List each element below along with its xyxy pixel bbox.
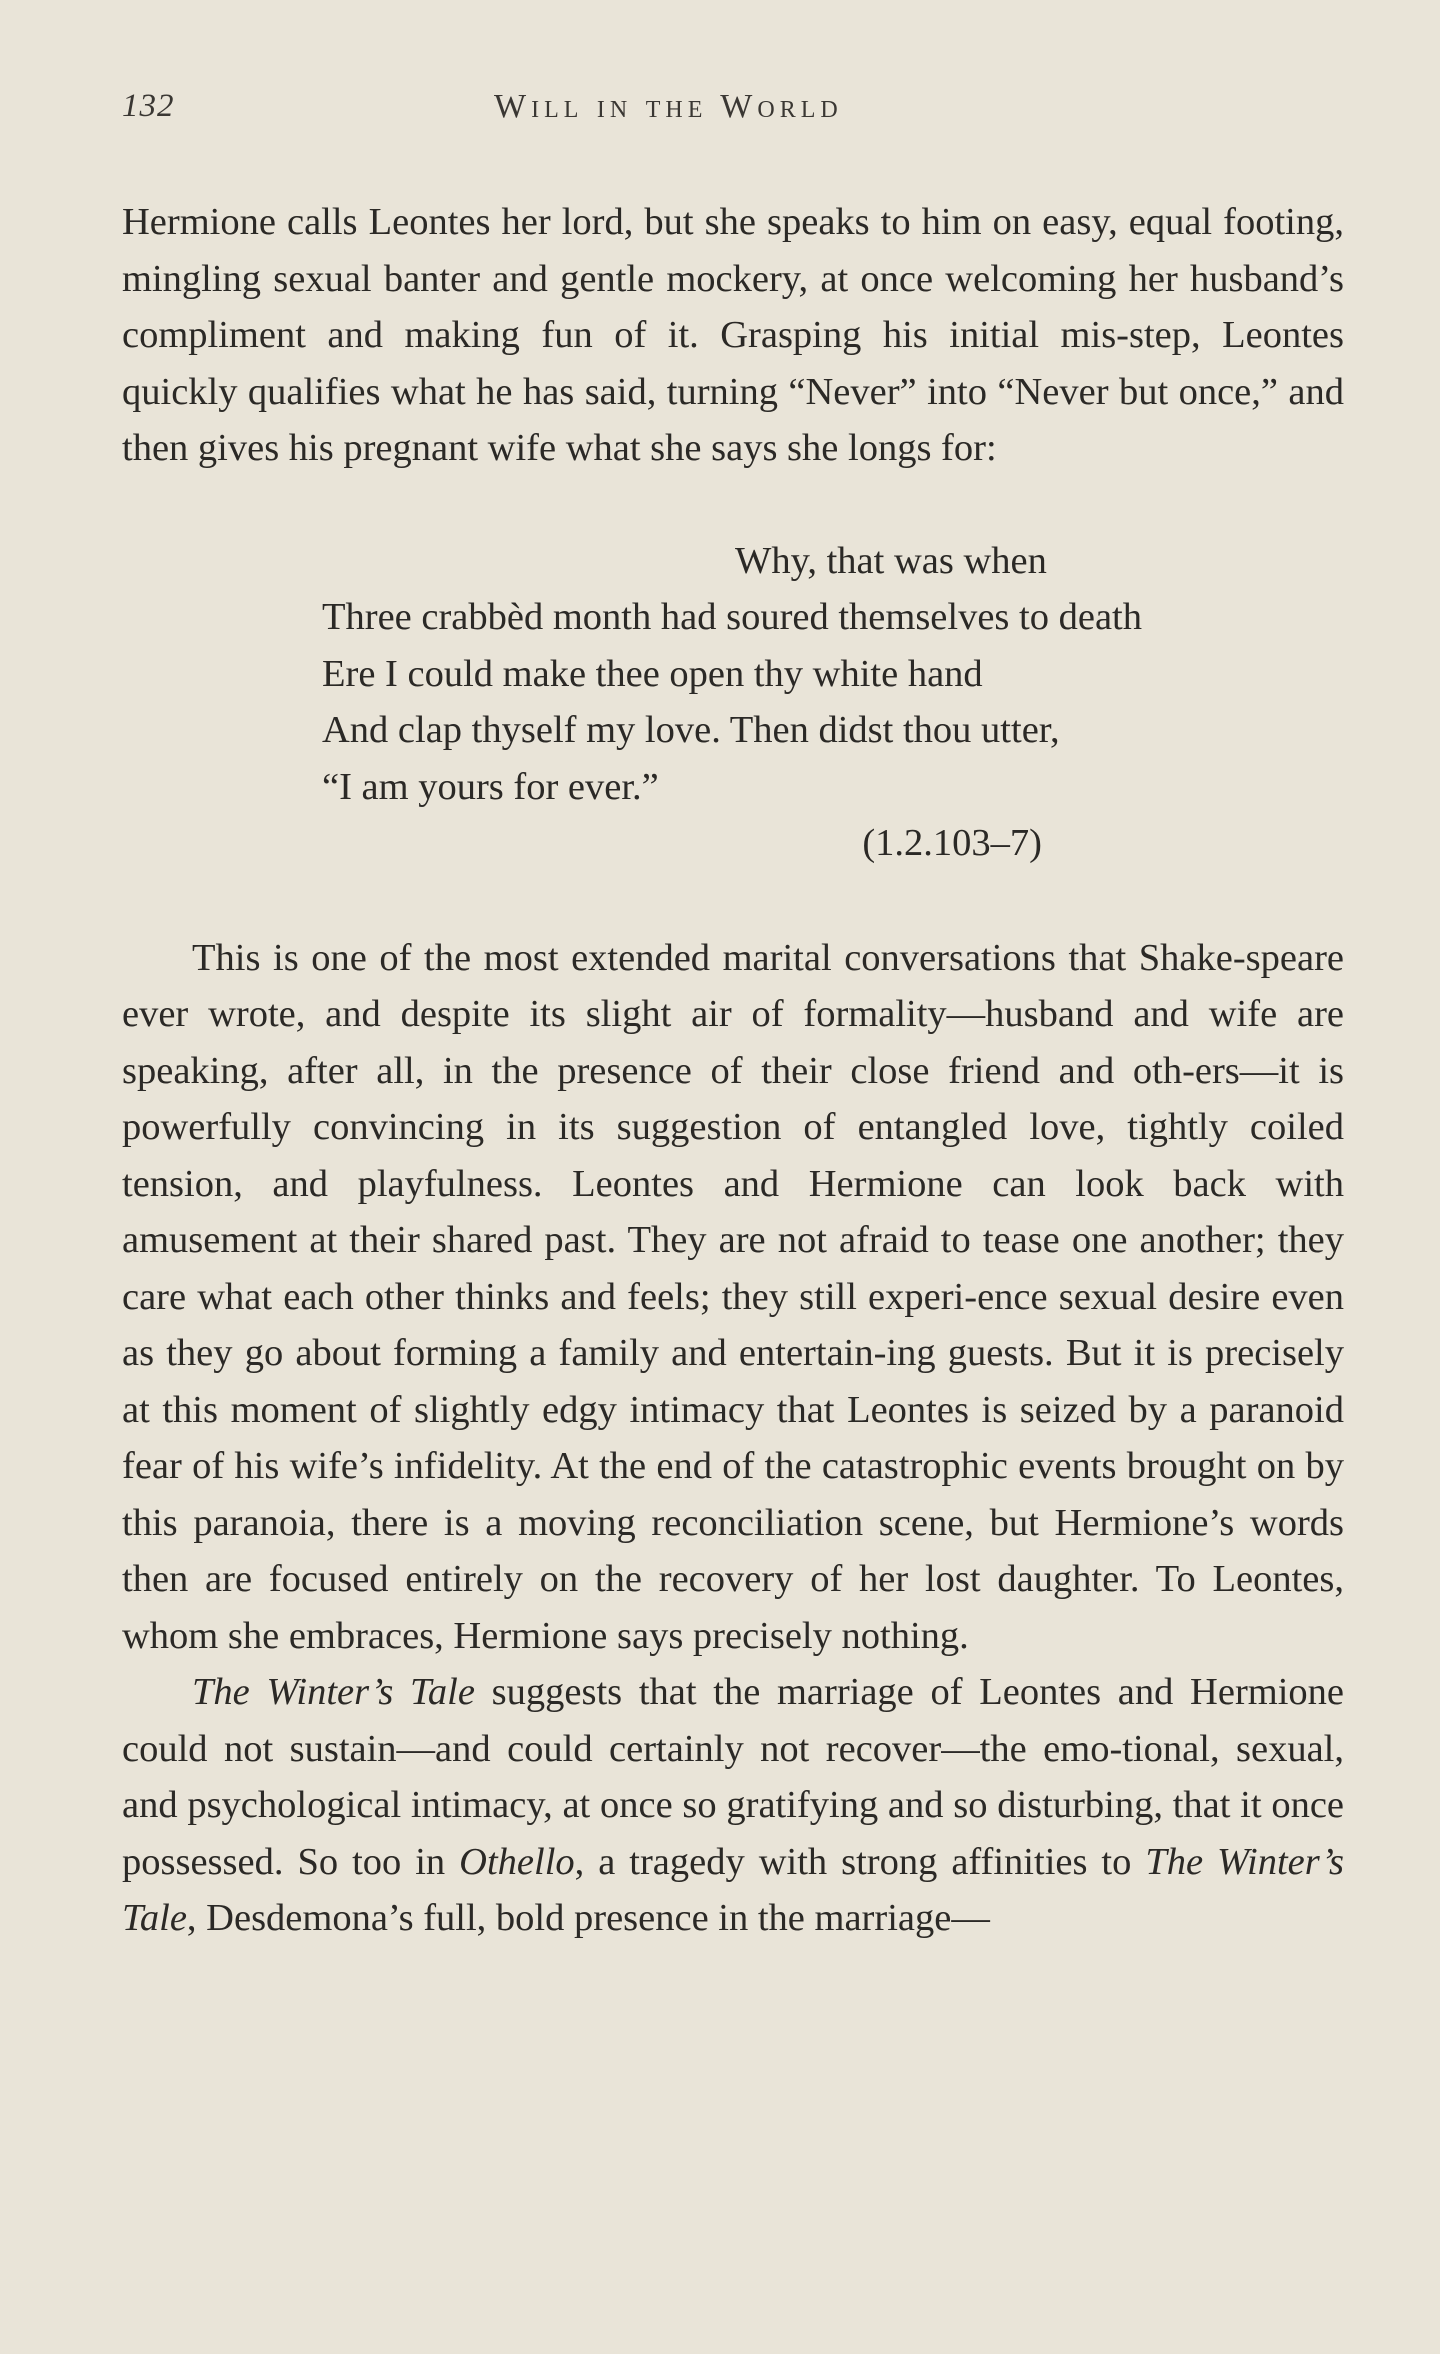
running-title: Will in the World (494, 88, 843, 125)
paragraph-1: Hermione calls Leontes her lord, but she speaks to him on easy, equal footing, mingling sexual banter and gentle mockery, at once welcoming her husband’s compliment and making fun of it. Grasping his initial mis-step, Leontes quickly qualifies what he has said, turning “Never” into “Never but once,” and then gives his pregnant wife what she says she longs for: (122, 201, 1344, 469)
paragraph-3 (122, 1664, 1344, 1947)
verse-line-4: And clap thyself my love. Then didst thou utter, (322, 709, 1060, 751)
verse-line-5: “I am yours for ever.” (322, 765, 659, 808)
verse-quotation (122, 533, 1142, 872)
paragraph-2: This is one of the most extended marital conversations that Shake-speare ever wrote, and despite its slight air of formality—husband and wife are speaking, after all, in the presence of their close friend and oth-ers—it is powerfully convincing in its suggestion of entangled love, tightly coiled tension, and playfulness. Leontes and Hermione can look back with amusement at their shared past. They are not afraid to tease one another; they care what each other thinks and feels; they still experi-ence sexual desire even as they go about forming a family and entertain-ing guests. But it is precisely at this moment of slightly edgy intimacy that Leontes is seized by a paranoid fear of his wife’s infidelity. At the end of the catastrophic events brought on by this paranoia, there is a moving reconciliation scene, but Hermione’s words then are focused entirely on the recovery of her lost daughter. To Leontes, whom she embraces, Hermione says precisely nothing. (122, 936, 1344, 1657)
verse-line-3: Ere I could make thee open thy white hand (322, 652, 983, 695)
page-number: 132 (122, 88, 175, 124)
verse-citation: (1.2.103–7) (862, 822, 1042, 864)
work-title-winters-tale-2: The Winter’s Tale (122, 1840, 1344, 1939)
paragraph-3-text-1: suggests that the marriage of Leontes and Hermione could not sustain—and could certainly not recover—the emo-tional, sexual, and psychological intimacy, at once so gratifying and so disturbing, that it once possessed. So too in (122, 1671, 1344, 1883)
paragraph-3-text-3: , Desdemona’s full, bold presence in the marriage— (186, 1897, 990, 1939)
verse-line-2: Three crabbèd month had soured themselves to death (322, 596, 1142, 638)
work-title-winters-tale: The Winter’s Tale (192, 1671, 475, 1713)
work-title-othello: Othello (459, 1840, 575, 1883)
body-text (122, 194, 1344, 1947)
running-head (122, 88, 1342, 138)
verse-line-1: Why, that was when (735, 539, 1047, 582)
paragraph-3-text-2: , a tragedy with strong affinities to (574, 1840, 1146, 1883)
